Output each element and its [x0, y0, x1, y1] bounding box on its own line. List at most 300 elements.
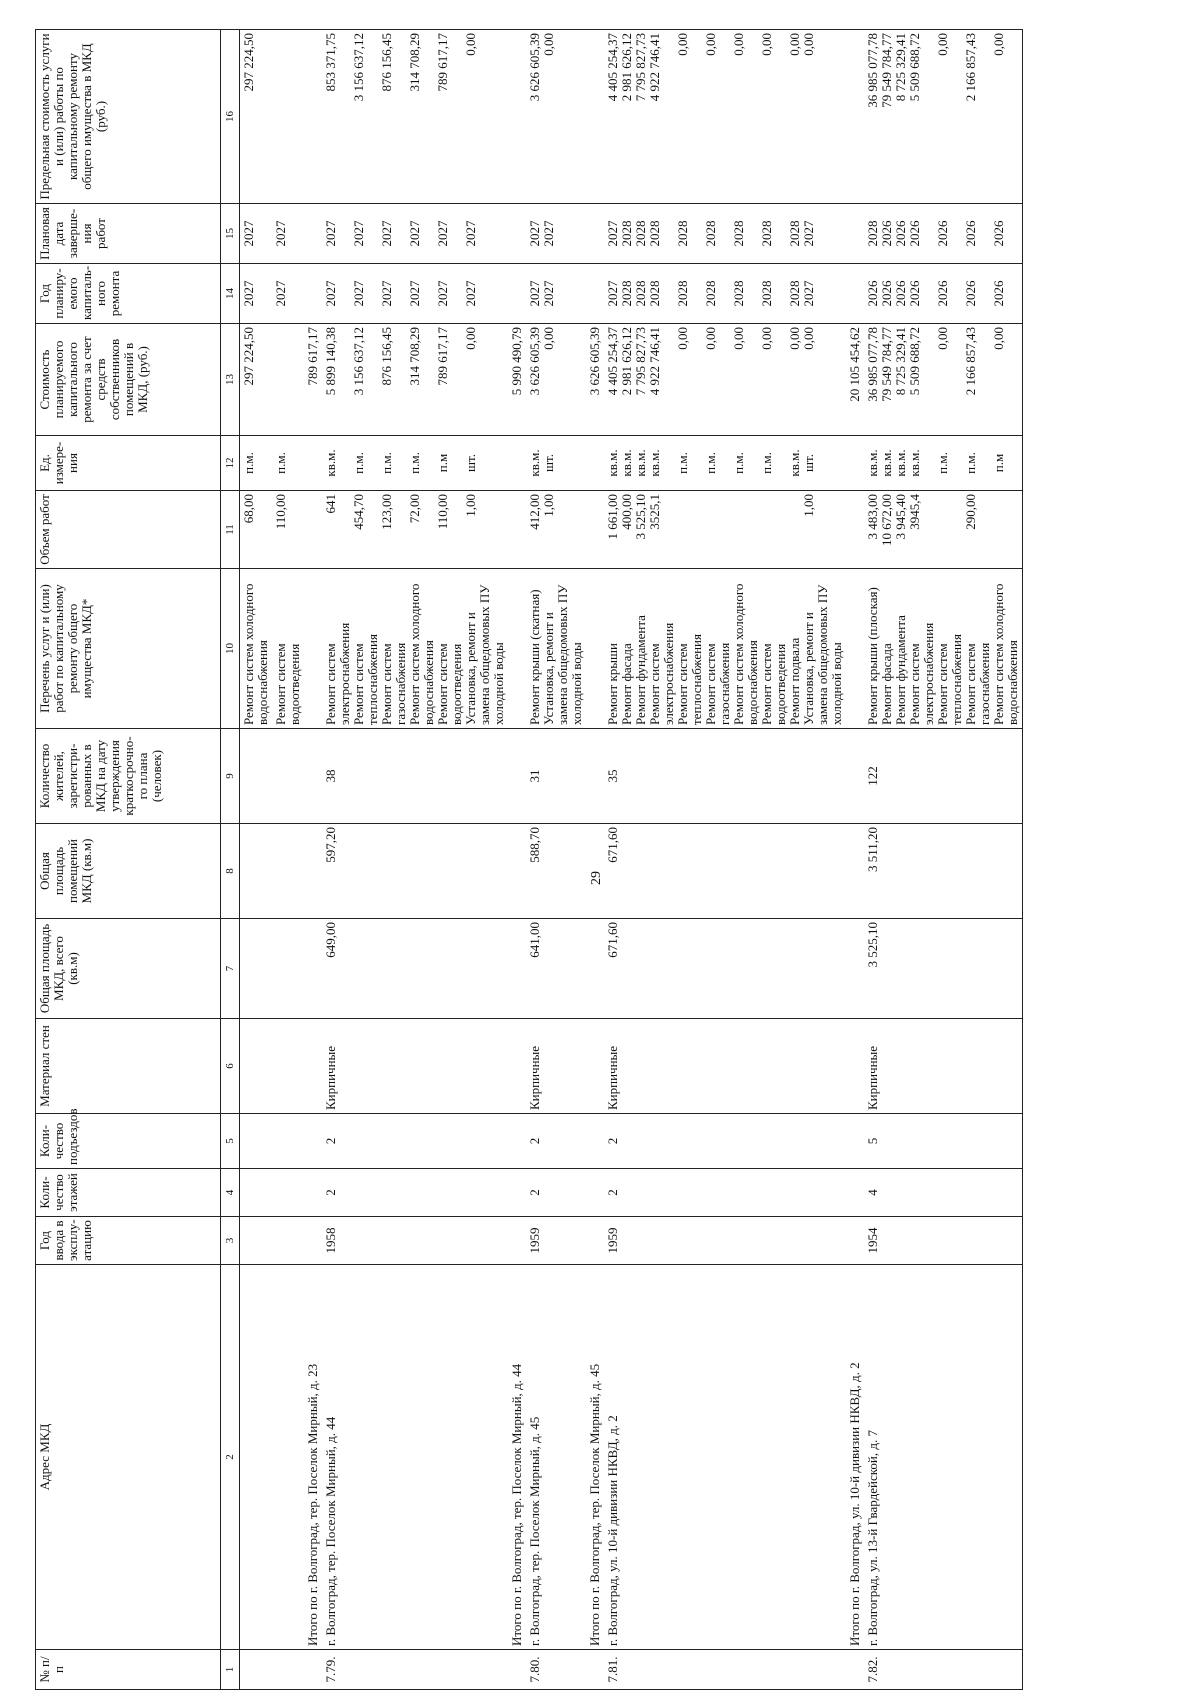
cell-value: 2 [323, 1189, 338, 1196]
cell [322, 569, 508, 729]
cell-line: 2026 [991, 280, 1006, 307]
cell [846, 204, 864, 264]
cell [586, 1169, 604, 1217]
cell-line: 2027 [605, 280, 620, 307]
cell-line: кв.м. [619, 449, 634, 477]
cell [864, 1217, 1023, 1265]
cell-line: Ремонт систем теплоснабжения [675, 634, 704, 725]
cell-line: 2026 [893, 280, 908, 307]
cell-value: 641,00 [527, 922, 542, 958]
cell [526, 436, 586, 491]
cell [586, 919, 604, 1019]
cell [240, 264, 273, 324]
cell-value: 20 105 454,62 [847, 327, 862, 402]
cell [304, 491, 322, 569]
cell-line: 2027 [435, 280, 450, 307]
cell-line: 3945,4 [907, 494, 922, 530]
cell-line: 2028 [647, 220, 662, 247]
cell-value: 649,00 [323, 922, 338, 958]
cell-value: 297 224,50 [241, 33, 256, 92]
column-number: 11 [221, 491, 240, 569]
cell-line: 0,00 [787, 327, 802, 350]
cell [604, 1265, 846, 1650]
cell-line: 876 156,45 [379, 33, 394, 92]
cell [322, 491, 508, 569]
column-number: 9 [221, 729, 240, 824]
column-header: Плановая дата заверше-ния работ [36, 204, 221, 264]
cell-line: 4 922 746,41 [647, 33, 662, 102]
cell [526, 1217, 586, 1265]
cell [322, 30, 508, 204]
cell-line: 0,00 [541, 327, 556, 350]
cell-value: 7.82. [865, 1656, 880, 1683]
cell-line: Ремонт фасада [619, 643, 634, 725]
cell [272, 729, 304, 824]
cell-line: 2028 [633, 220, 648, 247]
cell [604, 729, 846, 824]
cell-line: 1,00 [801, 494, 816, 517]
cell-line: Установка, ремонт и замена общедомовых ПУ холодной воды [801, 584, 844, 725]
cell [272, 919, 304, 1019]
column-header: Ед. измере-ния [36, 436, 221, 491]
cell [586, 436, 604, 491]
column-number: 13 [221, 324, 240, 436]
cell [586, 30, 604, 204]
cell-line: 2027 [541, 220, 556, 247]
cell-line: 2027 [541, 280, 556, 307]
cell-value: г. Волгоград, ул. 10-й дивизии НКВД, д. 2 [605, 1415, 620, 1646]
cell [322, 324, 508, 436]
cell-line [732, 494, 760, 565]
cell [240, 1650, 273, 1690]
cell-line: 2027 [527, 280, 542, 307]
cell-line: 2027 [605, 220, 620, 247]
cell [240, 1114, 273, 1169]
cell [846, 436, 864, 491]
cell-line: 123,00 [379, 494, 394, 530]
cell-line: п.м [435, 453, 450, 473]
cell-line: Ремонт крыши [605, 643, 620, 725]
cell [304, 204, 322, 264]
column-number: 8 [221, 824, 240, 919]
cell [240, 436, 273, 491]
cell [304, 1217, 322, 1265]
column-header: Год планиру-емого капиталь-ного ремонта [36, 264, 221, 324]
cell [526, 264, 586, 324]
cell [508, 729, 526, 824]
cell-line: 2027 [463, 280, 478, 307]
cell [304, 1650, 322, 1690]
cell [240, 324, 273, 436]
cell-line: 3 945,40 [893, 494, 908, 540]
cell [846, 1265, 864, 1650]
column-number: 10 [221, 569, 240, 729]
cell [508, 324, 526, 436]
house-row [604, 30, 846, 1690]
cell-value: 1958 [323, 1227, 338, 1254]
cell [526, 1019, 586, 1114]
cell [846, 1114, 864, 1169]
cell-line: 0,00 [463, 327, 478, 350]
cell [586, 1019, 604, 1114]
cell-line: Ремонт систем газоснабжения [703, 642, 732, 725]
cell [526, 491, 586, 569]
cell [526, 1650, 586, 1690]
cell-line: 7 795 827,73 [633, 33, 648, 102]
cell [526, 30, 586, 204]
cell [508, 30, 526, 204]
cell-line: кв.м. [647, 449, 662, 477]
cell [586, 1650, 604, 1690]
cell-line: 0,00 [991, 327, 1006, 350]
cell [272, 1650, 304, 1690]
cell-line: 0,00 [703, 33, 718, 56]
cell-line: п.м. [759, 452, 774, 474]
cell [864, 264, 1023, 324]
column-header: Объем работ [36, 491, 221, 569]
cell-value: Итого по г. Волгоград, тер. Поселок Мирный, д. 45 [587, 1363, 602, 1646]
cell [604, 204, 846, 264]
cell-line: 0,00 [675, 33, 690, 56]
cell [586, 491, 604, 569]
cell-value: 5 990 490,79 [509, 327, 524, 396]
cell-line: 2026 [935, 220, 950, 247]
cell-line: 2028 [731, 220, 746, 247]
cell-value: Кирпичные [323, 1045, 338, 1110]
cell [508, 569, 526, 729]
cell-line: 2028 [703, 220, 718, 247]
cell-line: п.м. [675, 452, 690, 474]
cell [304, 436, 322, 491]
cell-line: 4 405 254,37 [605, 33, 620, 102]
column-header: Год ввода в эксплу-атацию [36, 1217, 221, 1265]
cell-line: Ремонт крыши (скатная) [527, 589, 542, 725]
cell-line: 2026 [879, 280, 894, 307]
cell-line: 2027 [801, 220, 816, 247]
cell [846, 1217, 864, 1265]
cell-line: 2026 [991, 220, 1006, 247]
cell-value: г. Волгоград, ул. 13-й Гвардейской, д. 7 [865, 1430, 880, 1646]
cell [586, 324, 604, 436]
cell-value: 7.79. [323, 1656, 338, 1683]
cell [322, 1217, 508, 1265]
cell-line: 3 626 605,39 [527, 327, 542, 396]
cell [304, 824, 322, 919]
cell [864, 569, 1023, 729]
cell-line: 3 626 605,39 [527, 33, 542, 102]
cell-value: 2 [527, 1189, 542, 1196]
cell-line: Ремонт фундамента [893, 615, 908, 725]
cell [864, 729, 1023, 824]
cell [604, 569, 846, 729]
cell [304, 1019, 322, 1114]
cell-line: Ремонт крыши (плоская) [865, 587, 880, 725]
cell-line: 2027 [351, 280, 366, 307]
cell-value: 7.80. [527, 1656, 542, 1683]
cell-line: шт. [463, 454, 478, 472]
column-header: № п/п [36, 1650, 221, 1690]
cell [322, 436, 508, 491]
cell [304, 729, 322, 824]
carry-row [240, 30, 273, 1690]
cell-line: 641 [323, 494, 338, 514]
cell-value: 3 525,10 [865, 922, 880, 968]
cell [846, 324, 864, 436]
cell [272, 1265, 304, 1650]
cell [272, 824, 304, 919]
cell-line: 314 708,29 [407, 327, 422, 386]
cell-value: п.м. [241, 452, 256, 474]
cell-line: Ремонт фасада [879, 643, 894, 725]
cell-line: 2026 [865, 280, 880, 307]
cell [864, 324, 1023, 436]
cell [240, 1169, 273, 1217]
cell-line: 3 525,10 [633, 494, 648, 540]
cell-line: Ремонт систем газоснабжения [963, 642, 992, 725]
cell [304, 30, 322, 204]
cell-line: кв.м. [907, 449, 922, 477]
cell-line: 2026 [907, 220, 922, 247]
cell [526, 324, 586, 436]
cell [508, 1265, 526, 1650]
house-row [322, 30, 508, 1690]
document-page [35, 30, 1200, 1690]
cell-line: 2027 [463, 220, 478, 247]
cell-line: 2 166 857,43 [963, 33, 978, 102]
cell-value: 2027 [273, 280, 288, 307]
cell-line: 2028 [675, 280, 690, 307]
cell-line: 3 156 637,12 [351, 33, 366, 102]
cell-value: 3 511,20 [865, 827, 880, 873]
cell [526, 729, 586, 824]
cell [864, 1169, 1023, 1217]
column-number: 7 [221, 919, 240, 1019]
cell [322, 729, 508, 824]
cell [272, 264, 304, 324]
cell-line: п.м. [963, 452, 978, 474]
cell-line: кв.м. [605, 449, 620, 477]
cell [604, 1650, 846, 1690]
cell-line: 0,00 [731, 327, 746, 350]
cell-value: 2 [323, 1137, 338, 1145]
cell [304, 324, 322, 436]
cell-line: п.м. [351, 452, 366, 474]
cell [864, 824, 1023, 919]
cell-line: 853 371,75 [323, 33, 338, 92]
cell [322, 1019, 508, 1114]
cell-line: 0,00 [935, 327, 950, 350]
cell-line: 2026 [963, 280, 978, 307]
cell-line: 4 405 254,37 [605, 327, 620, 396]
cell-value: 35 [605, 769, 620, 783]
cell [864, 1114, 1023, 1169]
cell-value: г. Волгоград, тер. Поселок Мирный, д. 45 [527, 1416, 542, 1646]
cell-line: 3 156 637,12 [351, 327, 366, 396]
cell [604, 491, 846, 569]
cell [304, 1265, 322, 1650]
cell-line: 2027 [407, 220, 422, 247]
cell-line: 3525,1 [647, 494, 662, 530]
cell-line: п.м. [407, 452, 422, 474]
cell [508, 264, 526, 324]
cell [508, 919, 526, 1019]
carry-row [272, 30, 304, 1690]
cell-line: 72,00 [407, 494, 422, 524]
cell-value: 1959 [527, 1227, 542, 1254]
cell-line: Ремонт фундамента [633, 615, 648, 725]
cell-line: 2028 [647, 280, 662, 307]
cell-line: 5 509 688,72 [907, 327, 922, 396]
cell-line: 2028 [619, 280, 634, 307]
cell-value: 31 [527, 769, 542, 783]
cell [846, 824, 864, 919]
cell-line: 2027 [323, 280, 338, 307]
cell [322, 824, 508, 919]
cell [586, 1265, 604, 1650]
cell [272, 324, 304, 436]
column-number: 5 [221, 1114, 240, 1169]
cell-value: 671,60 [605, 922, 620, 958]
cell [864, 1265, 1023, 1650]
cell-line: 789 617,17 [435, 33, 450, 92]
cell [240, 919, 273, 1019]
cell-line: 2 981 626,12 [619, 327, 634, 396]
cell [586, 1217, 604, 1265]
cell [322, 1650, 508, 1690]
cell [864, 1019, 1023, 1114]
cell [526, 919, 586, 1019]
cell [240, 30, 273, 204]
cell-value: 7.81. [605, 1656, 620, 1683]
cell-line: 0,00 [801, 33, 816, 56]
cell-line [760, 494, 788, 565]
cell-line: п.м. [703, 452, 718, 474]
cell-value: 2 [605, 1137, 620, 1145]
cell-line: 1 661,00 [605, 494, 620, 540]
column-header: Адрес МКД [36, 1265, 221, 1650]
cell [240, 569, 273, 729]
cell-line: 4 922 746,41 [647, 327, 662, 396]
cell-line: Ремонт систем холодного водоснабжения [731, 583, 760, 725]
cell-value: 5 [865, 1137, 880, 1145]
cell-line: Ремонт систем электроснабжения [323, 622, 352, 725]
cell [846, 1650, 864, 1690]
cell-line: 2026 [893, 220, 908, 247]
cell-line: 2028 [619, 220, 634, 247]
cell-line: 876 156,45 [379, 327, 394, 386]
cell-line: 0,00 [801, 327, 816, 350]
cell-line: 5 509 688,72 [907, 33, 922, 102]
cell-value: 3 626 605,39 [587, 327, 602, 396]
cell-value: 1954 [865, 1227, 880, 1254]
cell-value: Кирпичные [527, 1045, 542, 1110]
cell [508, 1169, 526, 1217]
cell-line: кв.м. [633, 449, 648, 477]
cell-value: Итого по г. Волгоград, тер. Поселок Мирный, д. 44 [509, 1363, 524, 1646]
cell-value: 597,20 [323, 827, 338, 863]
cell-value: 122 [865, 766, 880, 786]
cell-line: Установка, ремонт и замена общедомовых ПУ холодной воды [541, 584, 584, 725]
cell [240, 1217, 273, 1265]
cell-line: 2 166 857,43 [963, 327, 978, 396]
cell-line: кв.м. [323, 449, 338, 477]
cell [604, 1019, 846, 1114]
cell-line: 2027 [351, 220, 366, 247]
cell [508, 204, 526, 264]
cell-value: 4 [865, 1189, 880, 1196]
cell [846, 30, 864, 204]
cell [526, 569, 586, 729]
cell-line: шт. [541, 454, 556, 472]
cell [526, 1114, 586, 1169]
table-body [240, 30, 1023, 1690]
cell-line [676, 494, 704, 565]
column-number: 1 [221, 1650, 240, 1690]
cell-line: 1,00 [463, 494, 478, 517]
column-number: 3 [221, 1217, 240, 1265]
cell-line: Ремонт систем холодного водоснабжения [991, 583, 1020, 725]
cell-line: 2027 [407, 280, 422, 307]
cell [604, 1169, 846, 1217]
cell-line: Ремонт систем водоотведения [759, 643, 788, 725]
cell-line: 3 483,00 [865, 494, 880, 540]
cell [240, 1265, 273, 1650]
cell-value: 2027 [273, 220, 288, 247]
column-header: Материал стен [36, 1019, 221, 1114]
cell-line: 2028 [633, 280, 648, 307]
cell-line: Ремонт подвала [787, 637, 802, 725]
cell-line: 7 795 827,73 [633, 327, 648, 396]
cell [846, 729, 864, 824]
cell-line: 2028 [731, 280, 746, 307]
table-header [36, 30, 240, 1690]
cell [604, 1217, 846, 1265]
cell-value: Кирпичные [605, 1045, 620, 1110]
cell [586, 1114, 604, 1169]
cell-line: 5 899 140,38 [323, 327, 338, 396]
column-header: Предельная стоимость услуги и (или) работы по капитальному ремонту общего имущества в МКД (руб.) [36, 30, 221, 204]
cell-line: 2026 [963, 220, 978, 247]
cell [272, 1217, 304, 1265]
cell [508, 1019, 526, 1114]
cell-line: 0,00 [787, 33, 802, 56]
cell-line: 454,70 [351, 494, 366, 530]
cell-line: 0,00 [759, 33, 774, 56]
cell-line: 36 985 077,78 [865, 33, 880, 108]
cell [586, 729, 604, 824]
cell-value: 671,60 [605, 827, 620, 863]
cell-line: кв.м. [787, 449, 802, 477]
cell-line: Ремонт систем холодного водоснабжения [407, 583, 436, 725]
cell-line [936, 494, 964, 565]
cell [526, 204, 586, 264]
cell-line [992, 494, 1020, 565]
cell-line: Установка, ремонт и замена общедомовых ПУ холодной воды [463, 584, 506, 725]
house-row [526, 30, 586, 1690]
cell [508, 1114, 526, 1169]
cell [240, 824, 273, 919]
cell [272, 569, 304, 729]
cell [604, 264, 846, 324]
cell [272, 204, 304, 264]
cell [846, 919, 864, 1019]
cell [864, 204, 1023, 264]
cell [864, 1650, 1023, 1690]
cell-line: п.м. [379, 452, 394, 474]
cell-value: п.м. [273, 452, 288, 474]
column-header: Коли-чество подъездов [36, 1114, 221, 1169]
cell-line [704, 494, 732, 565]
